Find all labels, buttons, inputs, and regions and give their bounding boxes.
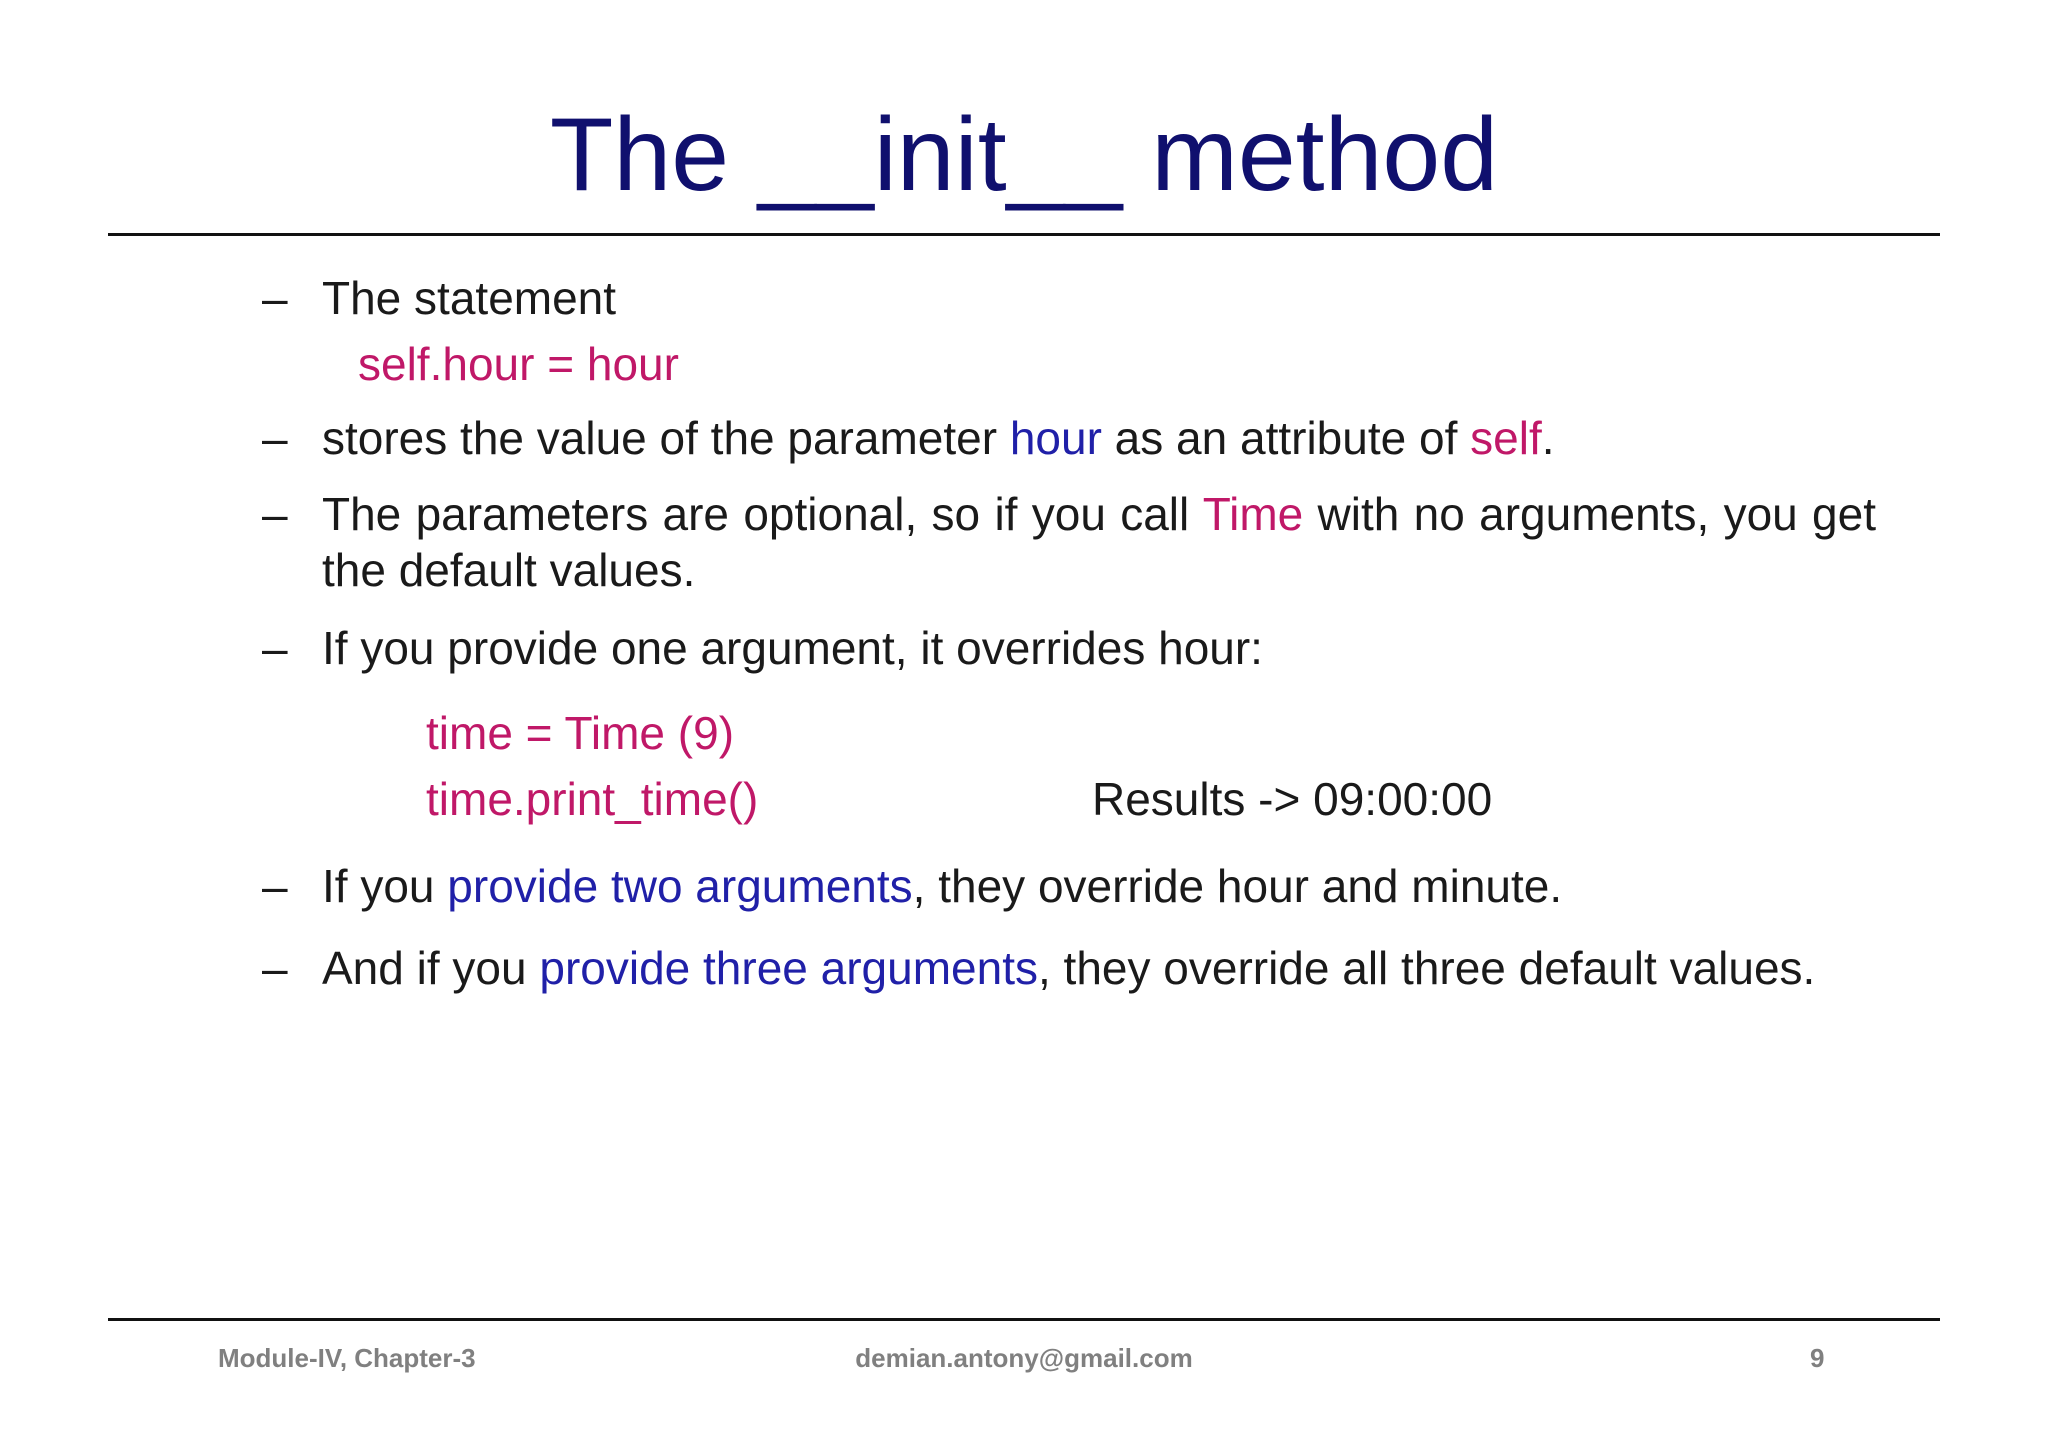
footer-email: demian.antony@gmail.com (855, 1343, 1193, 1373)
slide-content (262, 270, 1876, 996)
bullet-text: If you (322, 860, 448, 912)
bullet-dash: – (262, 942, 288, 994)
bullet-optional-params (262, 486, 1876, 598)
bullet-text: And if you (322, 942, 540, 994)
keyword-three-arguments: provide three arguments (539, 942, 1038, 994)
keyword-two-arguments: provide two arguments (447, 860, 913, 912)
bullet-text: If you provide one argument, it overrides hour: (322, 622, 1263, 674)
footer-divider (108, 1318, 1940, 1321)
bullet-text: The parameters are optional, so if you call (322, 488, 1203, 540)
bullet-text: , they override hour and minute. (912, 860, 1563, 912)
bullet-text: The statement (322, 272, 617, 324)
bullet-text: with no arguments, you get the default values. (322, 488, 1876, 596)
bullet-one-argument (262, 620, 1876, 676)
bullet-stores-value (262, 410, 1876, 466)
code-self-hour: self.hour = hour (358, 338, 679, 390)
bullet-two-arguments (262, 858, 1876, 914)
bullet-text: stores the value of the parameter (322, 412, 1010, 464)
bullet-text: . (1541, 412, 1555, 464)
bullet-statement (262, 270, 1876, 326)
code-example (262, 700, 1876, 832)
keyword-time: Time (1202, 488, 1304, 540)
bullet-dash: – (262, 412, 288, 464)
keyword-hour: hour (1009, 412, 1102, 464)
bullet-text: as an attribute of (1101, 412, 1471, 464)
bullet-dash: – (262, 488, 288, 540)
result-output: Results -> 09:00:00 (1092, 773, 1493, 825)
bullet-dash: – (262, 860, 288, 912)
footer-module: Module-IV, Chapter-3 (218, 1343, 476, 1373)
bullet-dash: – (262, 272, 288, 324)
bullet-dash: – (262, 622, 288, 674)
bullet-three-arguments (262, 940, 1876, 996)
slide-title: The __init__ method (549, 97, 1499, 213)
title-divider (108, 233, 1940, 236)
code-line: time.print_time() (426, 773, 759, 825)
code-line: time = Time (9) (426, 707, 735, 759)
keyword-self: self (1470, 412, 1542, 464)
page-number: 9 (1810, 1343, 1825, 1373)
bullet-text: , they override all three default values. (1037, 942, 1816, 994)
